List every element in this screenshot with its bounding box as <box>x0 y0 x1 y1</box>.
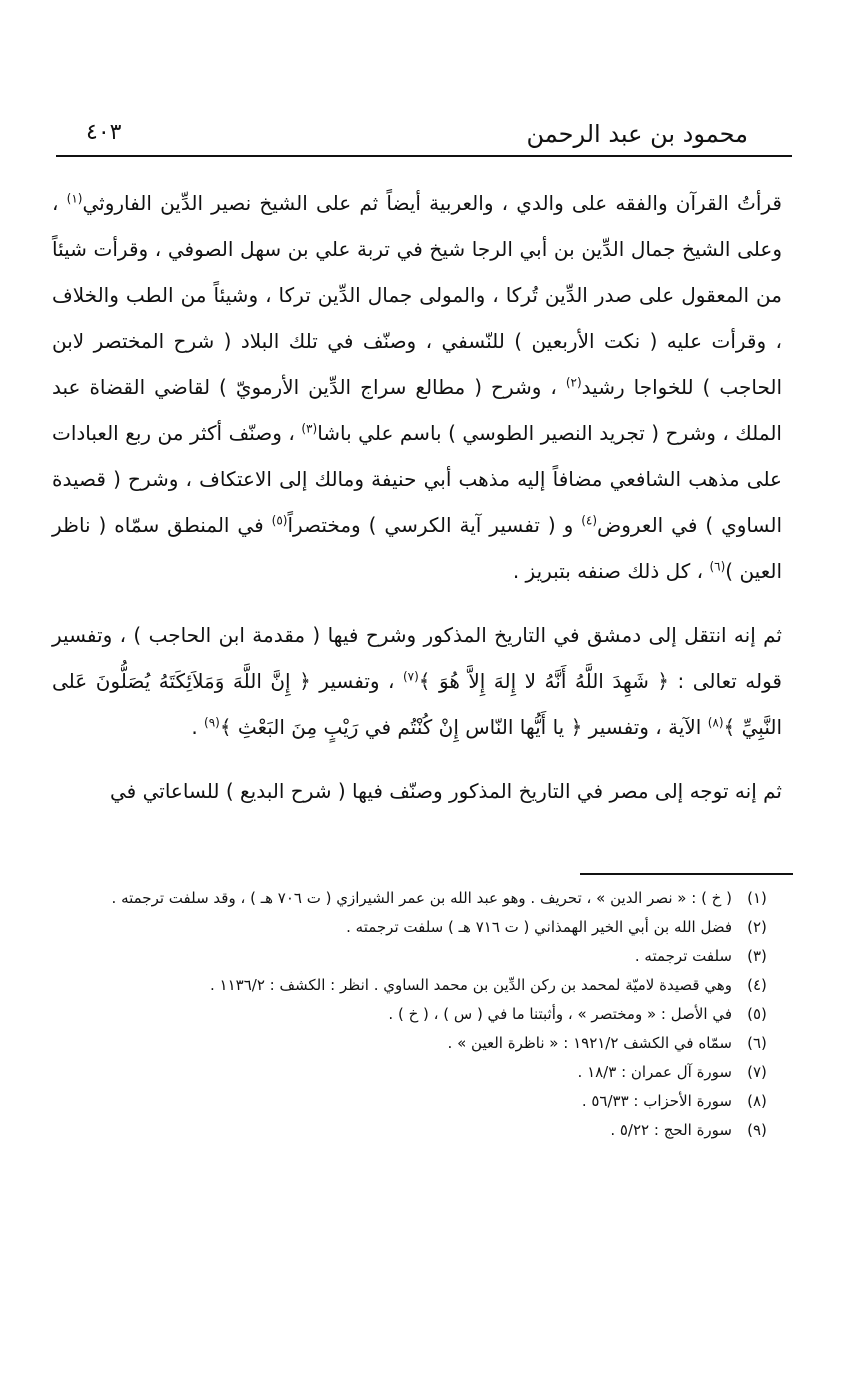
footnote-reference: (٦) <box>709 559 726 574</box>
header-rule <box>56 155 792 157</box>
footnote-reference: (٣) <box>301 421 318 436</box>
footnote-text: سورة الأحزاب : ٥٦/٣٣ . <box>581 1092 732 1110</box>
footnote-reference: (٩) <box>204 715 220 730</box>
footnote-reference: (٧) <box>402 669 419 684</box>
footnote-reference: (٥) <box>271 513 288 528</box>
text-segment: في المنطق سمّاه ( ناظر العين ) <box>52 513 782 583</box>
footnote-number: (٧) <box>747 1063 767 1081</box>
footnote-number: (٤) <box>747 976 767 994</box>
footnote-text: سلفت ترجمته . <box>634 947 732 965</box>
text-segment: ، وعلى الشيخ جمال الدِّين بن أبي الرجا شيخ في تربة علي بن سهل الصوفي ، وقرأت شيئاً من المعقول على صدر الدِّين تُركا ، والمولى جمال الدِّين تركا ، وشيئاً من الطب والخلاف ، وقرأت عليه ( نكت الأربعين ) للنّسفي ، وصنّف في تلك البلاد ( شرح المختصر لابن الحاجب ) للخواجا رشيد <box>52 191 783 399</box>
footnote <box>52 942 782 971</box>
text-segment: ، وصنّف أكثر من ربع العبادات على مذهب الشافعي مضافاً إليه مذهب أبي حنيفة ومالك إلى الاعتكاف ، وشرح ( قصيدة الساوي ) في العروض <box>52 421 782 537</box>
footnote-reference: (٨) <box>707 715 724 730</box>
footnote-separator <box>580 873 793 875</box>
footnote-text: سورة الحج : ٥/٢٢ . <box>610 1121 732 1139</box>
footnote <box>52 1116 782 1145</box>
footnote-text: في الأصل : « ومختصر » ، وأثبتنا ما في ( س ) ، ( خ ) . <box>388 1005 732 1023</box>
text-segment: ، كل ذلك صنفه بتبريز . <box>512 559 710 583</box>
running-title: محمود بن عبد الرحمن <box>526 120 748 148</box>
text-segment: و ( تفسير آية الكرسي ) ومختصراً <box>287 513 582 537</box>
footnote <box>52 971 782 1000</box>
footnote-number: (٣) <box>747 947 767 965</box>
paragraph <box>52 180 782 594</box>
text-segment: الآية ، وتفسير ﴿ يا أَيُّها النّاس إِنْ كُنْتُم في رَيْبٍ مِنَ البَعْثِ ﴾ <box>219 715 708 739</box>
footnote <box>52 1087 782 1116</box>
footnote-number: (٩) <box>747 1121 767 1139</box>
text-segment: ، وتفسير ﴿ إِنَّ اللَّهَ وَمَلاَئِكَتَهُ يُصَلُّونَ عَلى النَّبِيِّ ﴾ <box>52 669 782 739</box>
footnote-number: (١) <box>747 889 767 907</box>
footnote <box>52 1058 782 1087</box>
text-segment: ثم إنه توجه إلى مصر في التاريخ المذكور وصنّف فيها ( شرح البديع ) للساعاتي في <box>110 779 782 803</box>
footnote-number: (٨) <box>747 1092 767 1110</box>
footnote-reference: (١) <box>66 191 83 206</box>
footnote-text: فضل الله بن أبي الخير الهمذاني ( ت ٧١٦ هـ ) سلفت ترجمته . <box>346 918 732 936</box>
footnote-reference: (٤) <box>581 513 598 528</box>
footnote-text: سمّاه في الكشف ١٩٢١/٢ : « ناظرة العين » . <box>447 1034 732 1052</box>
footnote <box>52 913 782 942</box>
footnote <box>52 1000 782 1029</box>
footnote-reference: (٢) <box>565 375 582 390</box>
footnote-number: (٢) <box>747 918 767 936</box>
text-segment: . <box>191 715 205 739</box>
footnotes <box>52 884 782 1145</box>
footnote-number: (٦) <box>747 1034 767 1052</box>
paragraph <box>52 612 782 750</box>
footnote-text: وهي قصيدة لاميّة لمحمد بن ركن الدِّين بن محمد الساوي . انظر : الكشف : ١١٣٦/٢ . <box>210 976 732 994</box>
page-number: ٤٠٣ <box>86 120 122 145</box>
footnote-text: ( خ ) : « نصر الدين » ، تحريف . وهو عبد الله بن عمر الشيرازي ( ت ٧٠٦ هـ ) ، وقد سلفت ترجمته . <box>111 889 732 907</box>
footnote <box>52 884 782 913</box>
footnote-text: سورة آل عمران : ١٨/٣ . <box>577 1063 732 1081</box>
text-segment: ، وشرح ( مطالع سراج الدِّين الأرمويّ ) لقاضي القضاة عبد الملك ، وشرح ( تجريد النصير الطوسي ) باسم علي باشا <box>52 375 782 445</box>
footnote-number: (٥) <box>747 1005 767 1023</box>
text-segment: قرأتُ القرآن والفقه على والدي ، والعربية أيضاً ثم على الشيخ نصير الدِّين الفاروثي <box>82 191 782 215</box>
paragraph <box>52 768 782 814</box>
text-segment: ثم إنه انتقل إلى دمشق في التاريخ المذكور وشرح فيها ( مقدمة ابن الحاجب ) ، وتفسير قوله تعالى : ﴿ شَهِدَ اللَّهُ أَنَّهُ لا إِلهَ إِلاَّ هُوَ ﴾ <box>52 623 782 693</box>
footnote <box>52 1029 782 1058</box>
main-text <box>52 180 782 814</box>
running-header <box>56 120 792 154</box>
